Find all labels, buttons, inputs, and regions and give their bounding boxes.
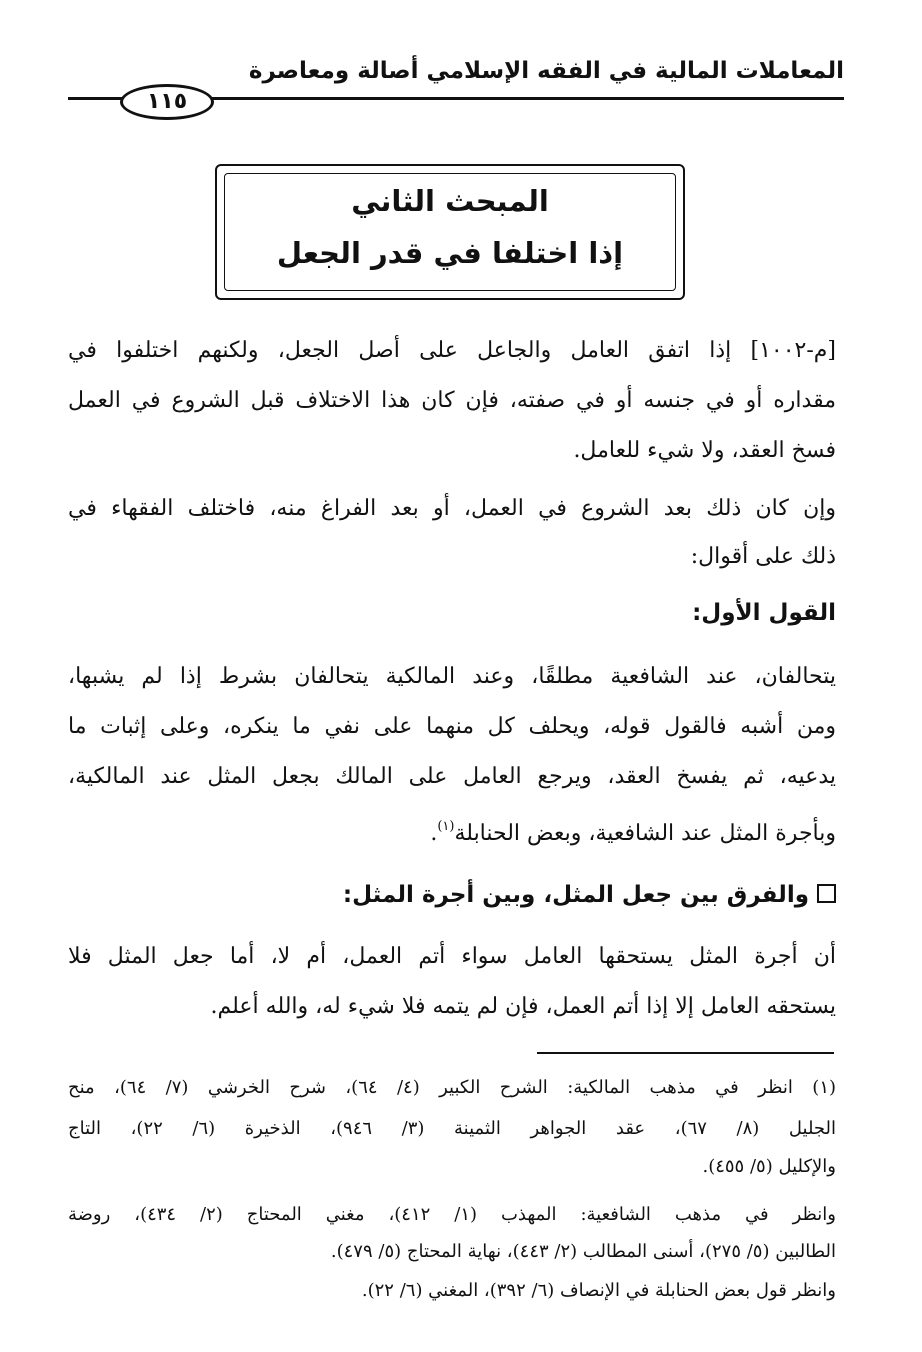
section-heading: المبحث الثاني — [351, 184, 549, 218]
footnote-line-3: والإكليل (٥/ ٤٥٥). — [702, 1156, 836, 1177]
page-number: ١١٥ — [120, 84, 214, 120]
footnote-line-5: الطالبين (٥/ ٢٧٥)، أسنى المطالب (٢/ ٤٤٣)، نهاية المحتاج (٥/ ٤٧٩). — [330, 1241, 836, 1262]
footnote-line-2: الجليل (٨/ ٦٧)، عقد الجواهر الثمينة (٣/ ٩٤٦)، الذخيرة (٦/ ٢٢)، التاج — [68, 1118, 837, 1139]
square-bullet-icon — [817, 884, 836, 903]
paragraph-3-line-4 — [68, 812, 836, 849]
running-header: المعاملات المالية في الفقه الإسلامي أصالة ومعاصرة — [248, 58, 844, 84]
paragraph-3-period: . — [430, 821, 438, 846]
paragraph-3-line-1: يتحالفان، عند الشافعية مطلقًا، وعند المالكية يتحالفان بشرط إذا لم يشبها، — [68, 664, 836, 689]
paragraph-1-line-1: [م-١٠٠٢] إذا اتفق العامل والجاعل على أصل الجعل، ولكنهم اختلفوا في — [68, 338, 836, 363]
section-subheading: إذا اختلفا في قدر الجعل — [276, 236, 624, 270]
paragraph-3-line-3: يدعيه، ثم يفسخ العقد، ويرجع العامل على المالك بجعل المثل عند المالكية، — [68, 764, 836, 789]
section-title-box — [215, 164, 685, 300]
paragraph-1-line-3: فسخ العقد، ولا شيء للعامل. — [573, 438, 836, 463]
footnote-line-1: (١) انظر في مذهب المالكية: الشرح الكبير (٤/ ٦٤)، شرح الخرشي (٧/ ٦٤)، منح — [68, 1077, 837, 1098]
difference-heading: والفرق بين جعل المثل، وبين أجرة المثل: — [342, 882, 809, 908]
paragraph-4-line-1: أن أجرة المثل يستحقها العامل سواء أتم العمل، أم لا، أما جعل المثل فلا — [68, 944, 836, 969]
paragraph-4-line-2: يستحقه العامل إلا إذا أتم العمل، فإن لم يتمه فلا شيء له، والله أعلم. — [210, 994, 836, 1019]
footnote-separator — [537, 1052, 834, 1054]
paragraph-3-line-2: ومن أشبه فالقول قوله، ويحلف كل منهما على نفي ما ينكره، وعلى إثبات ما — [68, 714, 836, 739]
paragraph-3-line-4-text: وبأجرة المثل عند الشافعية، وبعض الحنابلة — [454, 821, 836, 846]
difference-heading-row — [68, 880, 836, 910]
paragraph-1-line-2: مقداره أو في جنسه أو في صفته، فإن كان هذا الاختلاف قبل الشروع في العمل — [68, 388, 836, 413]
paragraph-2-line-1: وإن كان ذلك بعد الشروع في العمل، أو بعد الفراغ منه، فاختلف الفقهاء في — [68, 496, 836, 521]
footnote-line-6: وانظر قول بعض الحنابلة في الإنصاف (٦/ ٣٩٢)، المغني (٦/ ٢٢). — [361, 1280, 836, 1301]
paragraph-2-line-2: ذلك على أقوال: — [690, 544, 836, 569]
first-opinion-heading: القول الأول: — [692, 600, 836, 626]
footnote-line-4: وانظر في مذهب الشافعية: المهذب (١/ ٤١٢)، مغني المحتاج (٢/ ٤٣٤)، روضة — [68, 1204, 837, 1225]
footnote-reference[interactable]: (١) — [437, 819, 455, 834]
